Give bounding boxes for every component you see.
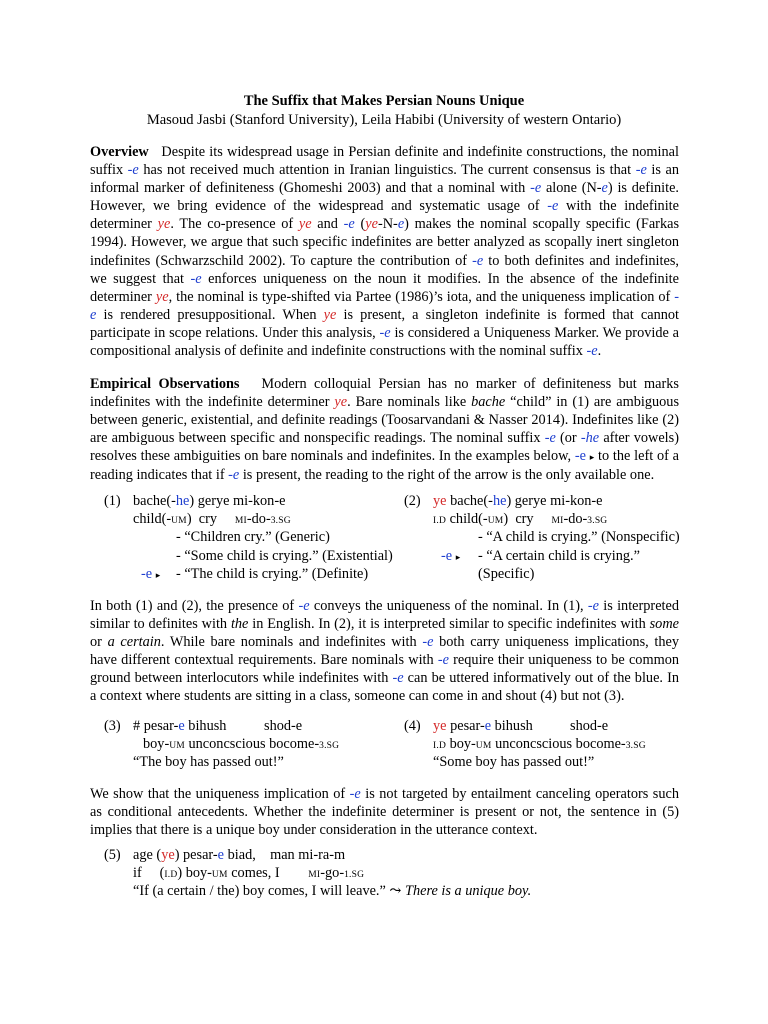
comparison-paragraph: In both (1) and (2), the presence of -e conveys the uniqueness of the nominal. In (1), -e is interpreted similar to definites with the in English. In (2), it is interpreted similar to specific indefinites with some or a certain. While bare nominals and indefinites with -e both carry uniqueness implications, they have different contextual requirements. Bare nominals with -e require their uniqueness to be common ground between interlocutors while indefinites with -e can be uttered informatively out of the blue. In a context where students are sitting in a class, someone can come in and shout (4) but not (3).: [90, 598, 680, 705]
overview-heading: Overview: [90, 144, 149, 160]
uniqueness-paragraph: We show that the uniqueness implication of -e is not targeted by entailment canceling operators such as conditional antecedents. Whether the indefinite determiner is present or not, the sentence in (5) implies that there is a unique boy under consideration in the utterance context.: [90, 786, 679, 839]
paper-title: The Suffix that Makes Persian Nouns Unique: [243, 93, 525, 109]
example-4: (4) ye pesar-e bihush shod-e I.D boy-UM unconcscious bocome-3.SG “Some boy has passed out!”: [404, 718, 646, 771]
overview-paragraph: Overview Despite its widespread usage in Persian definite and indefinite constructions, the nominal suffix -e has not received much attention in Iranian linguistics. The current consensus is that -e is an informal marker of definiteness (Ghomeshi 2003) and that a nominal with -e alone (N-e) is definite. However, we bring evidence of the widespread and systematic usage of -e with the indefinite determiner ye. The co-presence of ye and -e (ye-N-e) makes the nominal scopally specific (Farkas 1994). However, we argue that such specific indefinites are better analyzed as scopally inert singleton indefinites (Schwarzschild 2002). To capture the contribution of -e to both definites and indefinites, we suggest that -e enforces uniqueness on the noun it modifies. In the absence of the indefinite determiner ye, the nominal is type-shifted via Partee (1986)’s iota, and the uniqueness implication of -e is rendered presuppositional. When ye is present, a singleton indefinite is formed that cannot participate in scope relations. Under this analysis, -e is considered a Uniqueness Marker. We provide a compositional analysis of definite and indefinite constructions with the nominal suffix -e.: [90, 144, 680, 360]
example-5: (5) age (ye) pesar-e biad, man mi-ra-m if (I.D) boy-UM comes, I MI-go-1.SG “If (a certain / the) boy comes, I will leave.” ⤳ There is a unique boy.: [104, 847, 532, 900]
example-3: (3) # pesar-e bihush shod-e boy-UM unconcscious bocome-3.SG “The boy has passed out!”: [104, 718, 340, 771]
example-1: (1) bache(-he) gerye mi-kon-e child(-UM) cry MI-do-3.SG - “Children cry.” (Generic) - “Some child is crying.” (Existential) -e ▸ - “The child is crying.” (Definite): [104, 493, 393, 582]
empirical-heading: Empirical Observations: [90, 376, 240, 392]
paper-authors: Masoud Jasbi (Stanford University), Leila Habibi (University of western Ontario): [146, 112, 622, 128]
empirical-paragraph: Empirical Observations Modern colloquial Persian has no marker of definiteness but marks indefinites with the indefinite determiner ye. Bare nominals like bache “child” in (1) are ambiguous between generic, existential, and definite readings (Toosarvandani & Nasser 2014). Indefinites like (2) are ambiguous between specific and nonspecific readings. The nominal suffix -e (or -he after vowels) resolves these ambiguities on bare nominals and indefinites. In the examples below, -e ▸ to the left of a reading indicates that if -e is present, the reading to the right of the arrow is the only available one.: [90, 376, 680, 484]
example-2: (2) ye bache(-he) gerye mi-kon-e I.D child(-UM) cry MI-do-3.SG - “A child is crying.” (Nonspecific) -e ▸ - “A certain child is crying.” (Specific): [404, 493, 680, 582]
